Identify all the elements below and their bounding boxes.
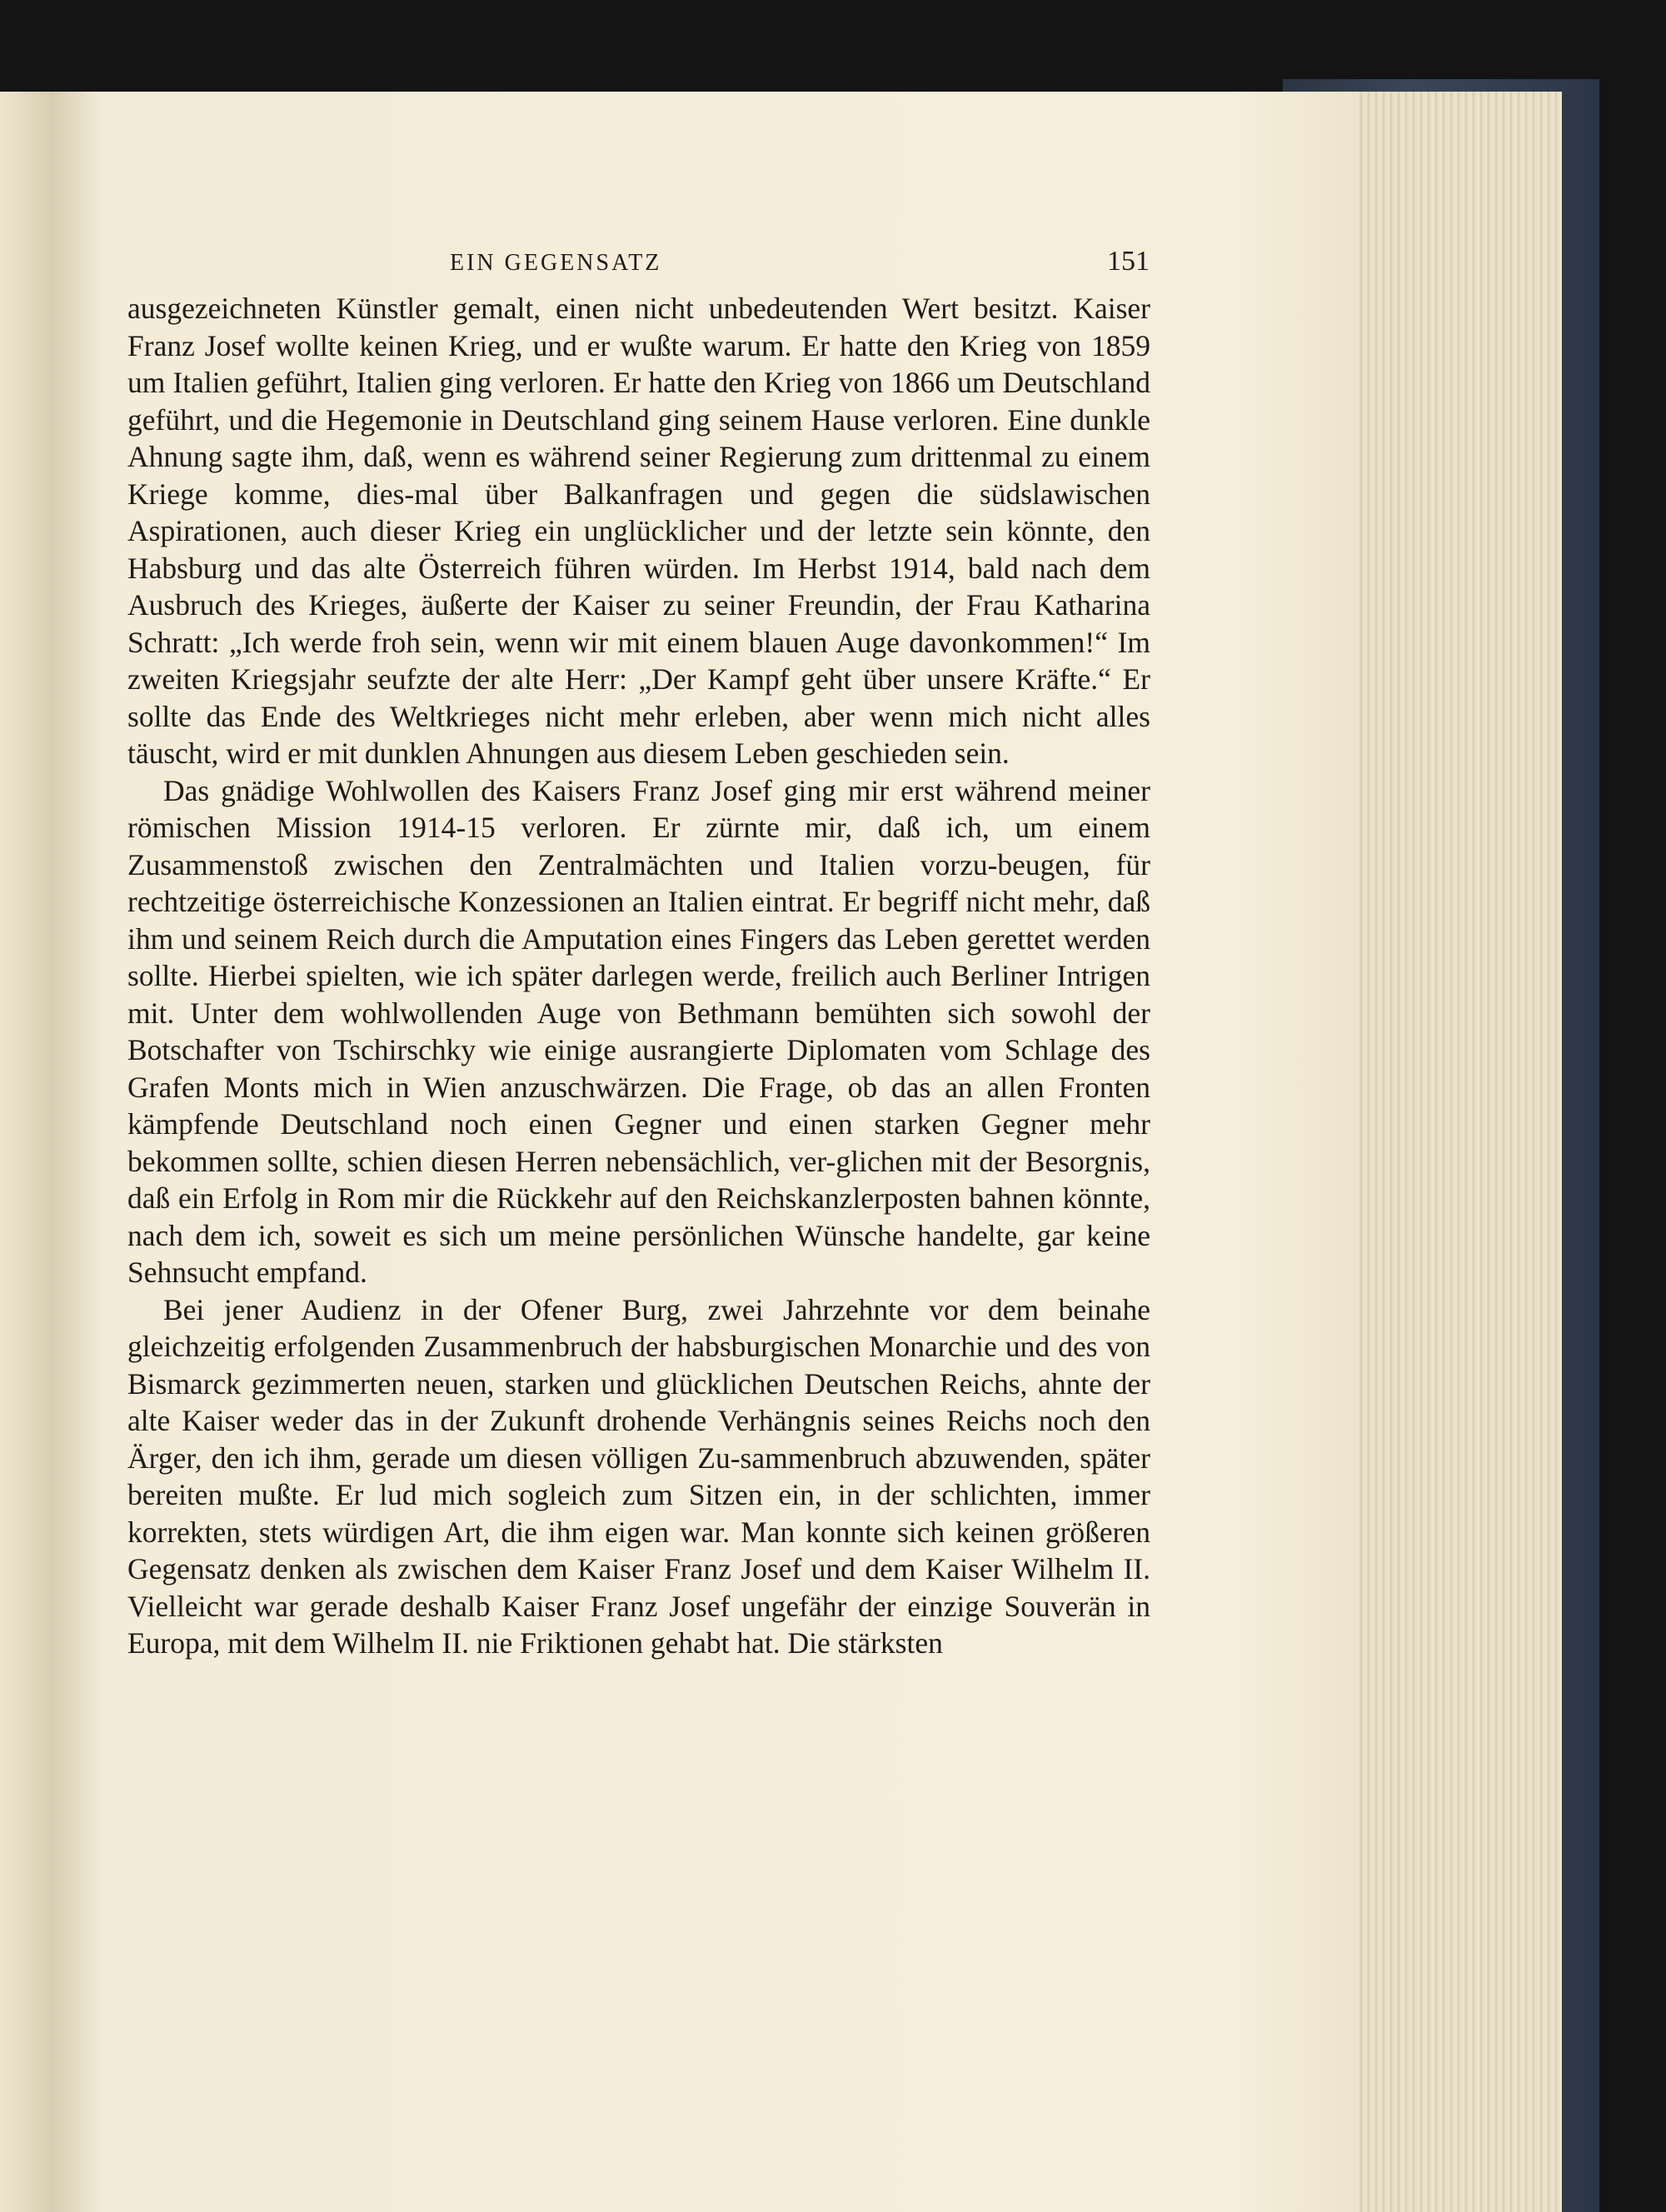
paragraph: Das gnädige Wohlwollen des Kaisers Franz Josef ging mir erst während meiner römischen Mission 1914-15 verloren. Er zürnte mir, daß ich, um einem Zusammenstoß zwischen den Zentralmächten und Italien vorzu-beugen, für rechtzeitige österreichische Konzessionen an Italien eintrat. Er begriff nicht mehr, daß ihm und seinem Reich durch die Amputation eines Fingers das Leben gerettet werden sollte. Hierbei spielten, wie ich später darlegen werde, freilich auch Berliner Intrigen mit. Unter dem wohlwollenden Auge von Bethmann bemühten sich sowohl der Botschafter von Tschirschky wie einige ausrangierte Diplomaten vom Schlage des Grafen Monts mich in Wien anzuschwärzen. Die Frage, ob das an allen Fronten kämpfende Deutschland noch einen Gegner und einen starken Gegner mehr bekommen sollte, schien diesen Herren nebensächlich, ver-glichen mit der Besorgnis, daß ein Erfolg in Rom mir die Rückkehr auf den Reichskanzlerposten bahnen könnte, nach dem ich, soweit es sich um meine persönlichen Wünsche handelte, gar keine Sehnsucht empfand. [127, 773, 1150, 1289]
page-number: 151 [1107, 246, 1150, 277]
paragraph: Bei jener Audienz in der Ofener Burg, zwei Jahrzehnte vor dem beinahe gleichzeitig erfolgenden Zusammenbruch der habsburgischen Monarchie und des von Bismarck gezimmerten neuen, starken und glücklichen Deutschen Reichs, ahnte der alte Kaiser weder das in der Zukunft drohende Verhängnis seines Reichs noch den Ärger, den ich ihm, gerade um diesen völligen Zu-sammenbruch abzuwenden, später bereiten mußte. Er lud mich sogleich zum Sitzen ein, in der schlichten, immer korrekten, stets würdigen Art, die ihm eigen war. Man konnte sich keinen größeren Gegensatz denken als zwischen dem Kaiser Franz Josef und dem Kaiser Wilhelm II. Vielleicht war gerade deshalb Kaiser Franz Josef ungefähr der einzige Souverän in Europa, mit dem Wilhelm II. nie Friktionen gehabt hat. Die stärksten [127, 1292, 1150, 1660]
chapter-title: EIN GEGENSATZ [450, 250, 662, 276]
paragraph: ausgezeichneten Künstler gemalt, einen nicht unbedeutenden Wert besitzt. Kaiser Franz Josef wollte keinen Krieg, und er wußte warum. Er hatte den Krieg von 1859 um Italien geführt, Italien ging verloren. Er hatte den Krieg von 1866 um Deutschland geführt, und die Hegemonie in Deutschland ging seinem Hause verloren. Eine dunkle Ahnung sagte ihm, daß, wenn es während seiner Regierung zum drittenmal zu einem Kriege komme, dies-mal über Balkanfragen und gegen die südslawischen Aspirationen, auch dieser Krieg ein unglücklicher und der letzte sein könnte, den Habsburg und das alte Österreich führen würden. Im Herbst 1914, bald nach dem Ausbruch des Krieges, äußerte der Kaiser zu seiner Freundin, der Frau Katharina Schratt: „Ich werde froh sein, wenn wir mit einem blauen Auge davonkommen!“ Im zweiten Kriegsjahr seufzte der alte Herr: „Der Kampf geht über unsere Kräfte.“ Er sollte das Ende des Weltkrieges nicht mehr erleben, aber wenn mich nicht alles täuscht, wird er mit dunklen Ahnungen aus diesem Leben geschieden sein. [127, 292, 1150, 770]
running-head [167, 246, 1150, 277]
body-text [127, 290, 1150, 1662]
page-stack-edge [1341, 92, 1562, 2212]
facing-page-edge [0, 92, 54, 2212]
book-page [50, 92, 1358, 2212]
